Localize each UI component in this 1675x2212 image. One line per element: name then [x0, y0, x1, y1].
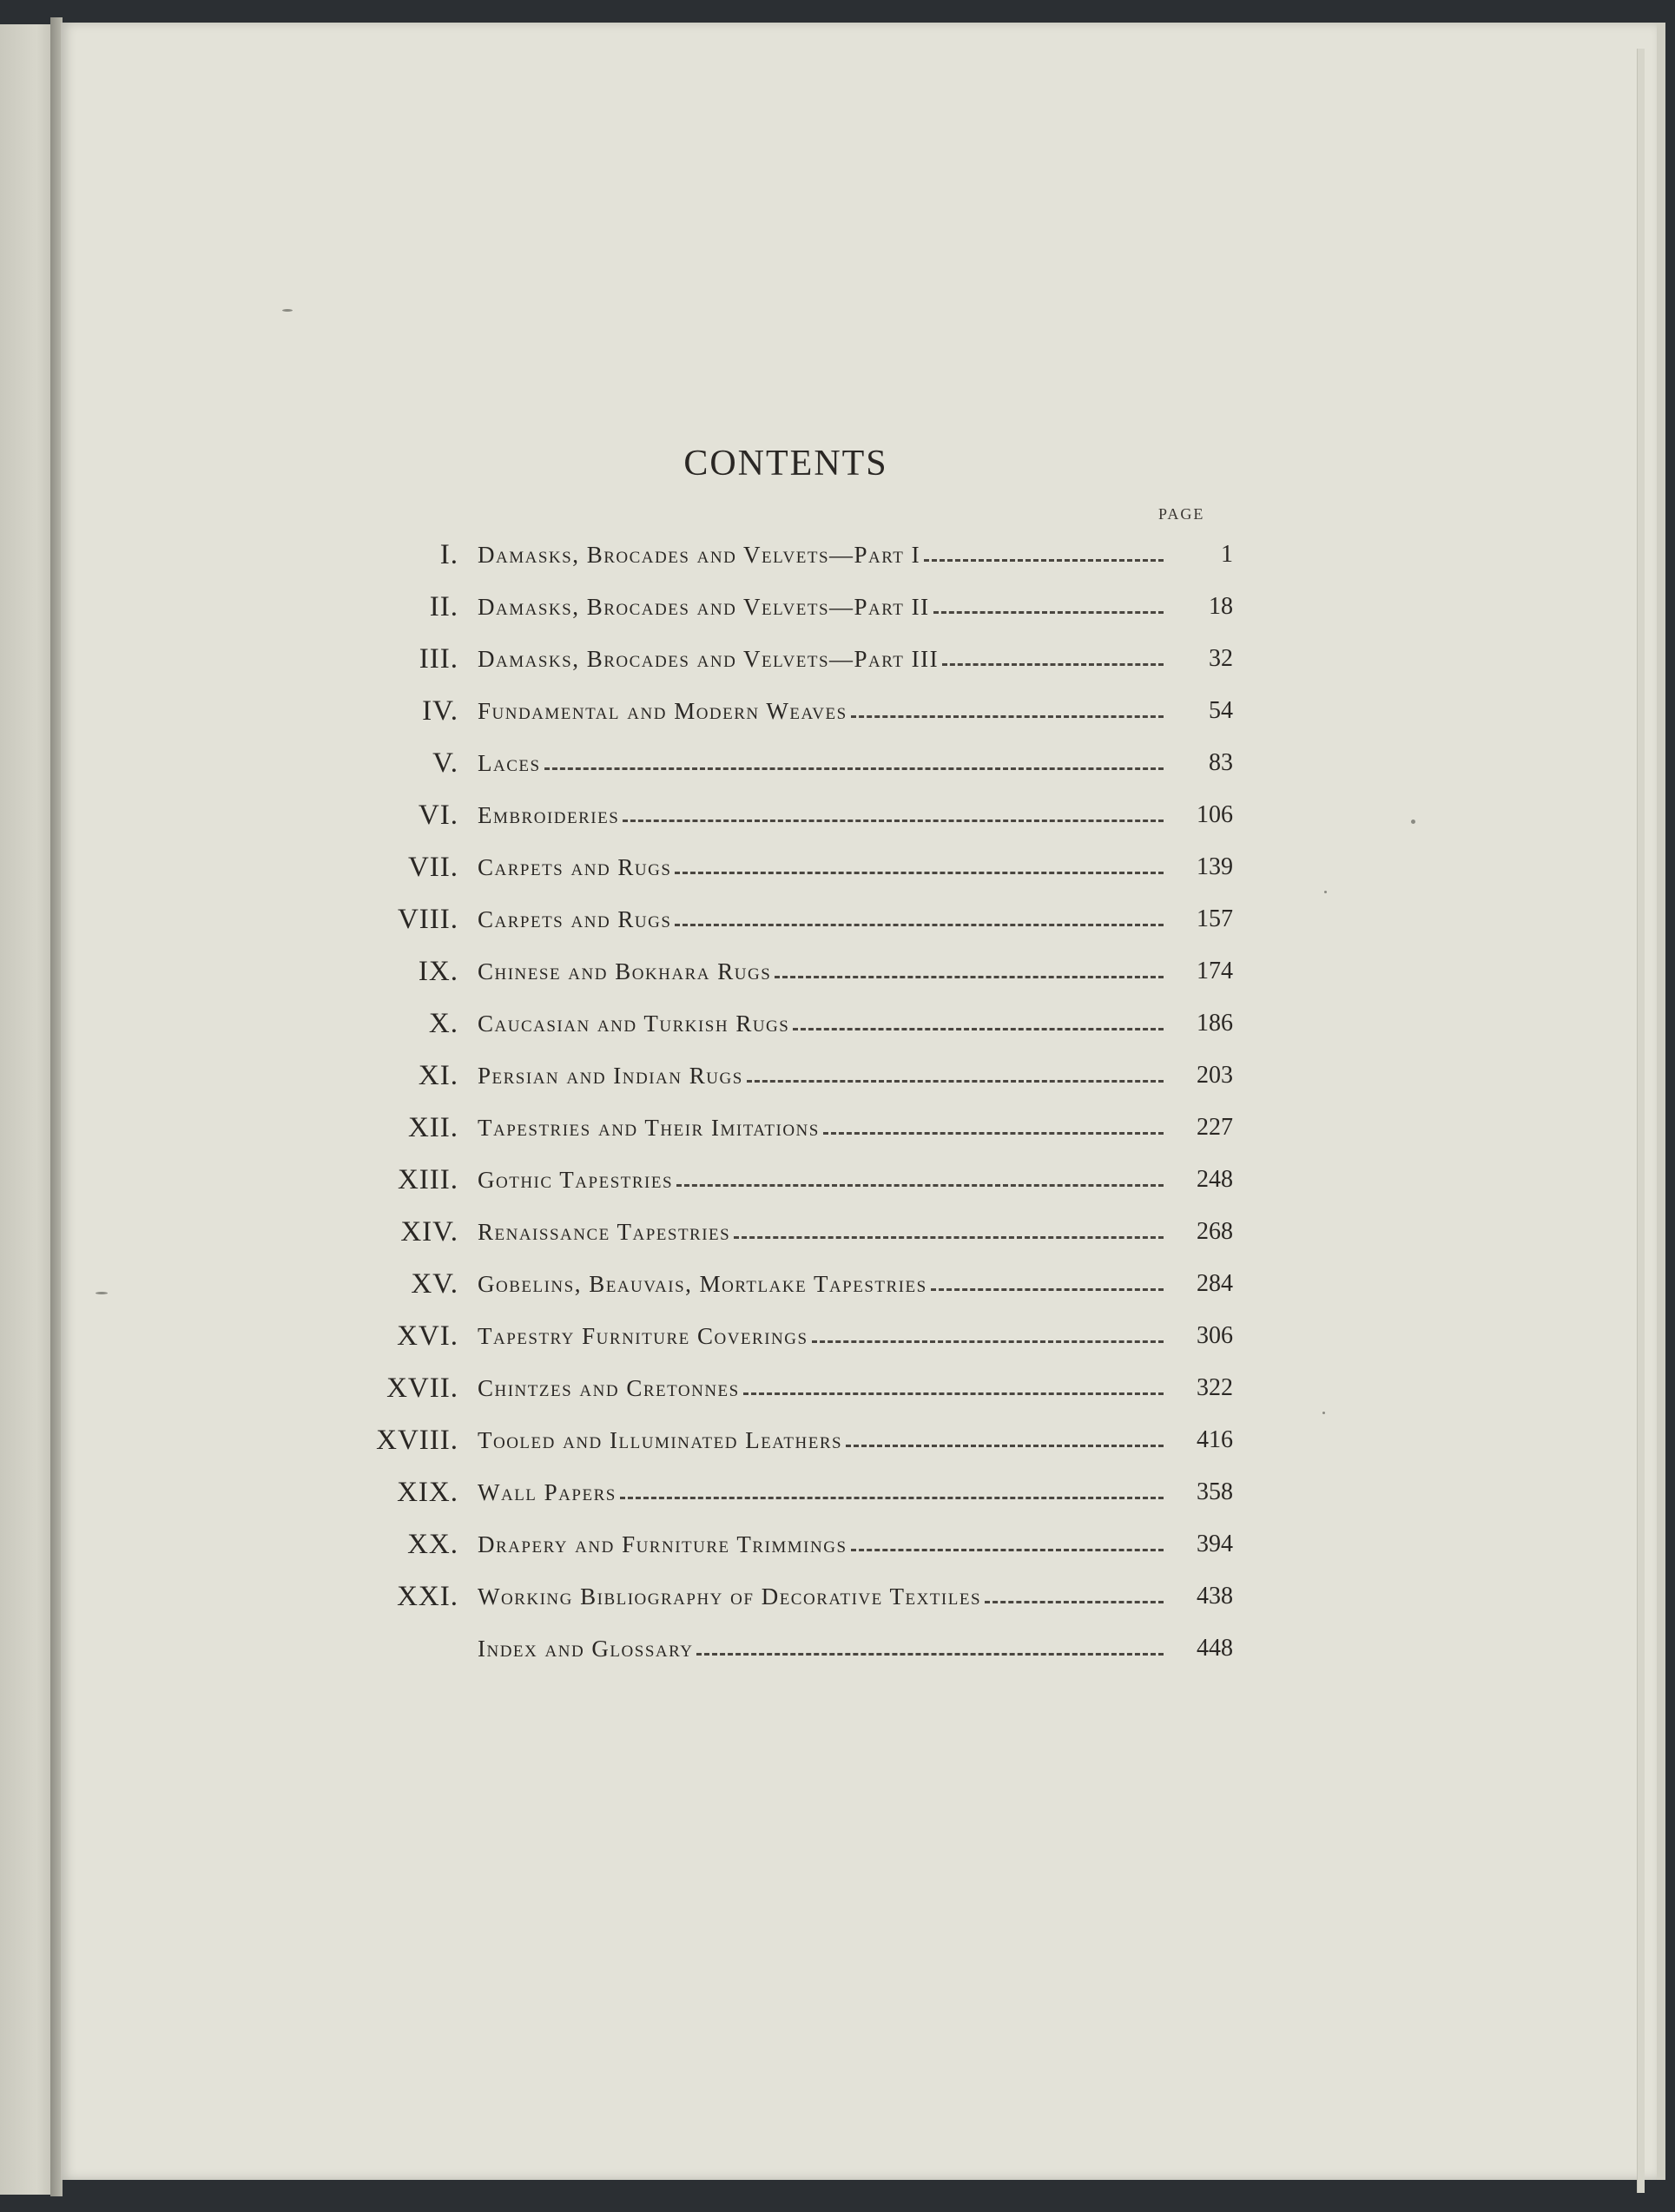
toc-entry	[330, 1570, 1233, 1623]
toc-entry	[330, 789, 1233, 841]
chapter-page-number: 32	[1209, 645, 1233, 672]
toc-entry	[330, 1310, 1233, 1362]
chapter-number: IV.	[422, 695, 458, 727]
dot-leader	[933, 611, 1164, 614]
chapter-number: I.	[439, 538, 458, 570]
chapter-number: VI.	[418, 799, 458, 831]
toc-entry	[330, 1206, 1233, 1258]
chapter-page-number: 438	[1197, 1583, 1233, 1610]
toc-entry	[330, 1258, 1233, 1310]
chapter-number: XVII.	[386, 1372, 458, 1404]
toc-entry	[330, 1050, 1233, 1102]
dot-leader	[793, 1028, 1164, 1030]
contents-page	[61, 23, 1665, 2180]
toc-entry	[330, 1362, 1233, 1414]
chapter-number: XIX.	[397, 1476, 458, 1508]
chapter-title: Tapestry Furniture Coverings	[478, 1322, 808, 1349]
dot-leader	[931, 1288, 1164, 1291]
chapter-number: II.	[429, 590, 458, 622]
chapter-number: III.	[419, 642, 458, 675]
toc-entry	[330, 893, 1233, 945]
paper-speck	[1322, 1412, 1325, 1414]
toc-entry	[330, 1414, 1233, 1466]
chapter-number: IX.	[418, 955, 458, 987]
chapter-title: Tapestries and Their Imitations	[478, 1114, 820, 1141]
chapter-title: Index and Glossary	[478, 1635, 694, 1662]
chapter-title: Embroideries	[478, 801, 620, 828]
paper-speck	[1324, 891, 1327, 893]
dot-leader	[734, 1236, 1164, 1239]
chapter-number: VII.	[407, 851, 458, 883]
toc-entry	[330, 1466, 1233, 1518]
table-of-contents	[330, 529, 1233, 1675]
chapter-page-number: 394	[1197, 1531, 1233, 1557]
chapter-page-number: 139	[1197, 853, 1233, 880]
chapter-page-number: 358	[1197, 1478, 1233, 1505]
page-title: CONTENTS	[683, 444, 888, 484]
chapter-number: XXI.	[397, 1580, 458, 1612]
chapter-page-number: 248	[1197, 1166, 1233, 1193]
chapter-page-number: 54	[1209, 697, 1233, 724]
page-column-label: PAGE	[1158, 505, 1205, 523]
chapter-number: XVI.	[397, 1320, 458, 1352]
chapter-page-number: 322	[1197, 1374, 1233, 1401]
chapter-title: Gothic Tapestries	[478, 1166, 674, 1193]
chapter-page-number: 227	[1197, 1114, 1233, 1141]
chapter-title: Damasks, Brocades and Velvets—Part II	[478, 593, 930, 620]
dot-leader	[623, 820, 1164, 822]
dot-leader	[775, 976, 1164, 978]
dot-leader	[675, 872, 1164, 874]
chapter-title: Working Bibliography of Decorative Textiles	[478, 1583, 982, 1610]
chapter-page-number: 83	[1209, 749, 1233, 776]
toc-entry	[330, 945, 1233, 997]
dot-leader	[620, 1497, 1164, 1499]
dot-leader	[985, 1601, 1164, 1603]
dot-leader	[823, 1132, 1164, 1135]
dot-leader	[675, 924, 1164, 926]
dot-leader	[851, 715, 1164, 718]
dot-leader	[544, 767, 1164, 770]
chapter-number: XIV.	[400, 1215, 458, 1248]
paper-speck	[282, 309, 293, 312]
chapter-page-number: 306	[1197, 1322, 1233, 1349]
toc-entry	[330, 581, 1233, 633]
dot-leader	[851, 1549, 1164, 1551]
toc-entry	[330, 1154, 1233, 1206]
toc-entry	[330, 685, 1233, 737]
chapter-page-number: 284	[1197, 1270, 1233, 1297]
toc-entry	[330, 1623, 1233, 1675]
chapter-page-number: 18	[1209, 593, 1233, 620]
chapter-title: Carpets and Rugs	[478, 853, 672, 880]
chapter-page-number: 1	[1221, 541, 1233, 568]
chapter-title: Damasks, Brocades and Velvets—Part III	[478, 645, 940, 672]
chapter-title: Drapery and Furniture Trimmings	[478, 1531, 847, 1557]
toc-entry	[330, 633, 1233, 685]
dot-leader	[812, 1340, 1164, 1343]
chapter-number: XVIII.	[376, 1424, 458, 1456]
chapter-title: Fundamental and Modern Weaves	[478, 697, 847, 724]
chapter-number: XX.	[407, 1528, 458, 1560]
dot-leader	[743, 1392, 1164, 1395]
chapter-title: Tooled and Illuminated Leathers	[478, 1426, 843, 1453]
chapter-number: VIII.	[397, 903, 458, 935]
chapter-number: XIII.	[397, 1163, 458, 1195]
chapter-title: Wall Papers	[478, 1478, 617, 1505]
chapter-number: X.	[428, 1007, 458, 1039]
toc-entry	[330, 1102, 1233, 1154]
chapter-title: Chintzes and Cretonnes	[478, 1374, 740, 1401]
chapter-page-number: 174	[1197, 958, 1233, 984]
chapter-number: V.	[432, 747, 458, 779]
dot-leader	[924, 559, 1164, 562]
dot-leader	[676, 1184, 1164, 1187]
toc-entry	[330, 841, 1233, 893]
toc-entry	[330, 1518, 1233, 1570]
chapter-title: Renaissance Tapestries	[478, 1218, 731, 1245]
chapter-title: Carpets and Rugs	[478, 905, 672, 932]
chapter-title: Chinese and Bokhara Rugs	[478, 958, 772, 984]
page-edge-shadow	[1637, 49, 1645, 2193]
toc-entry	[330, 737, 1233, 789]
dot-leader	[846, 1445, 1164, 1447]
chapter-page-number: 186	[1197, 1010, 1233, 1037]
chapter-number: XII.	[407, 1111, 458, 1143]
chapter-page-number: 416	[1197, 1426, 1233, 1453]
chapter-title: Caucasian and Turkish Rugs	[478, 1010, 790, 1037]
dot-leader	[696, 1653, 1164, 1656]
chapter-number: XI.	[418, 1059, 458, 1091]
toc-entry	[330, 997, 1233, 1050]
chapter-title: Laces	[478, 749, 541, 776]
chapter-page-number: 157	[1197, 905, 1233, 932]
dot-leader	[942, 663, 1164, 666]
dot-leader	[747, 1080, 1164, 1083]
chapter-page-number: 448	[1197, 1635, 1233, 1662]
chapter-title: Persian and Indian Rugs	[478, 1062, 743, 1089]
paper-speck	[96, 1292, 108, 1294]
chapter-page-number: 106	[1197, 801, 1233, 828]
chapter-page-number: 203	[1197, 1062, 1233, 1089]
chapter-page-number: 268	[1197, 1218, 1233, 1245]
chapter-number: XV.	[411, 1267, 458, 1300]
paper-speck	[1411, 820, 1415, 824]
toc-entry	[330, 529, 1233, 581]
chapter-title: Gobelins, Beauvais, Mortlake Tapestries	[478, 1270, 927, 1297]
chapter-title: Damasks, Brocades and Velvets—Part I	[478, 541, 921, 568]
